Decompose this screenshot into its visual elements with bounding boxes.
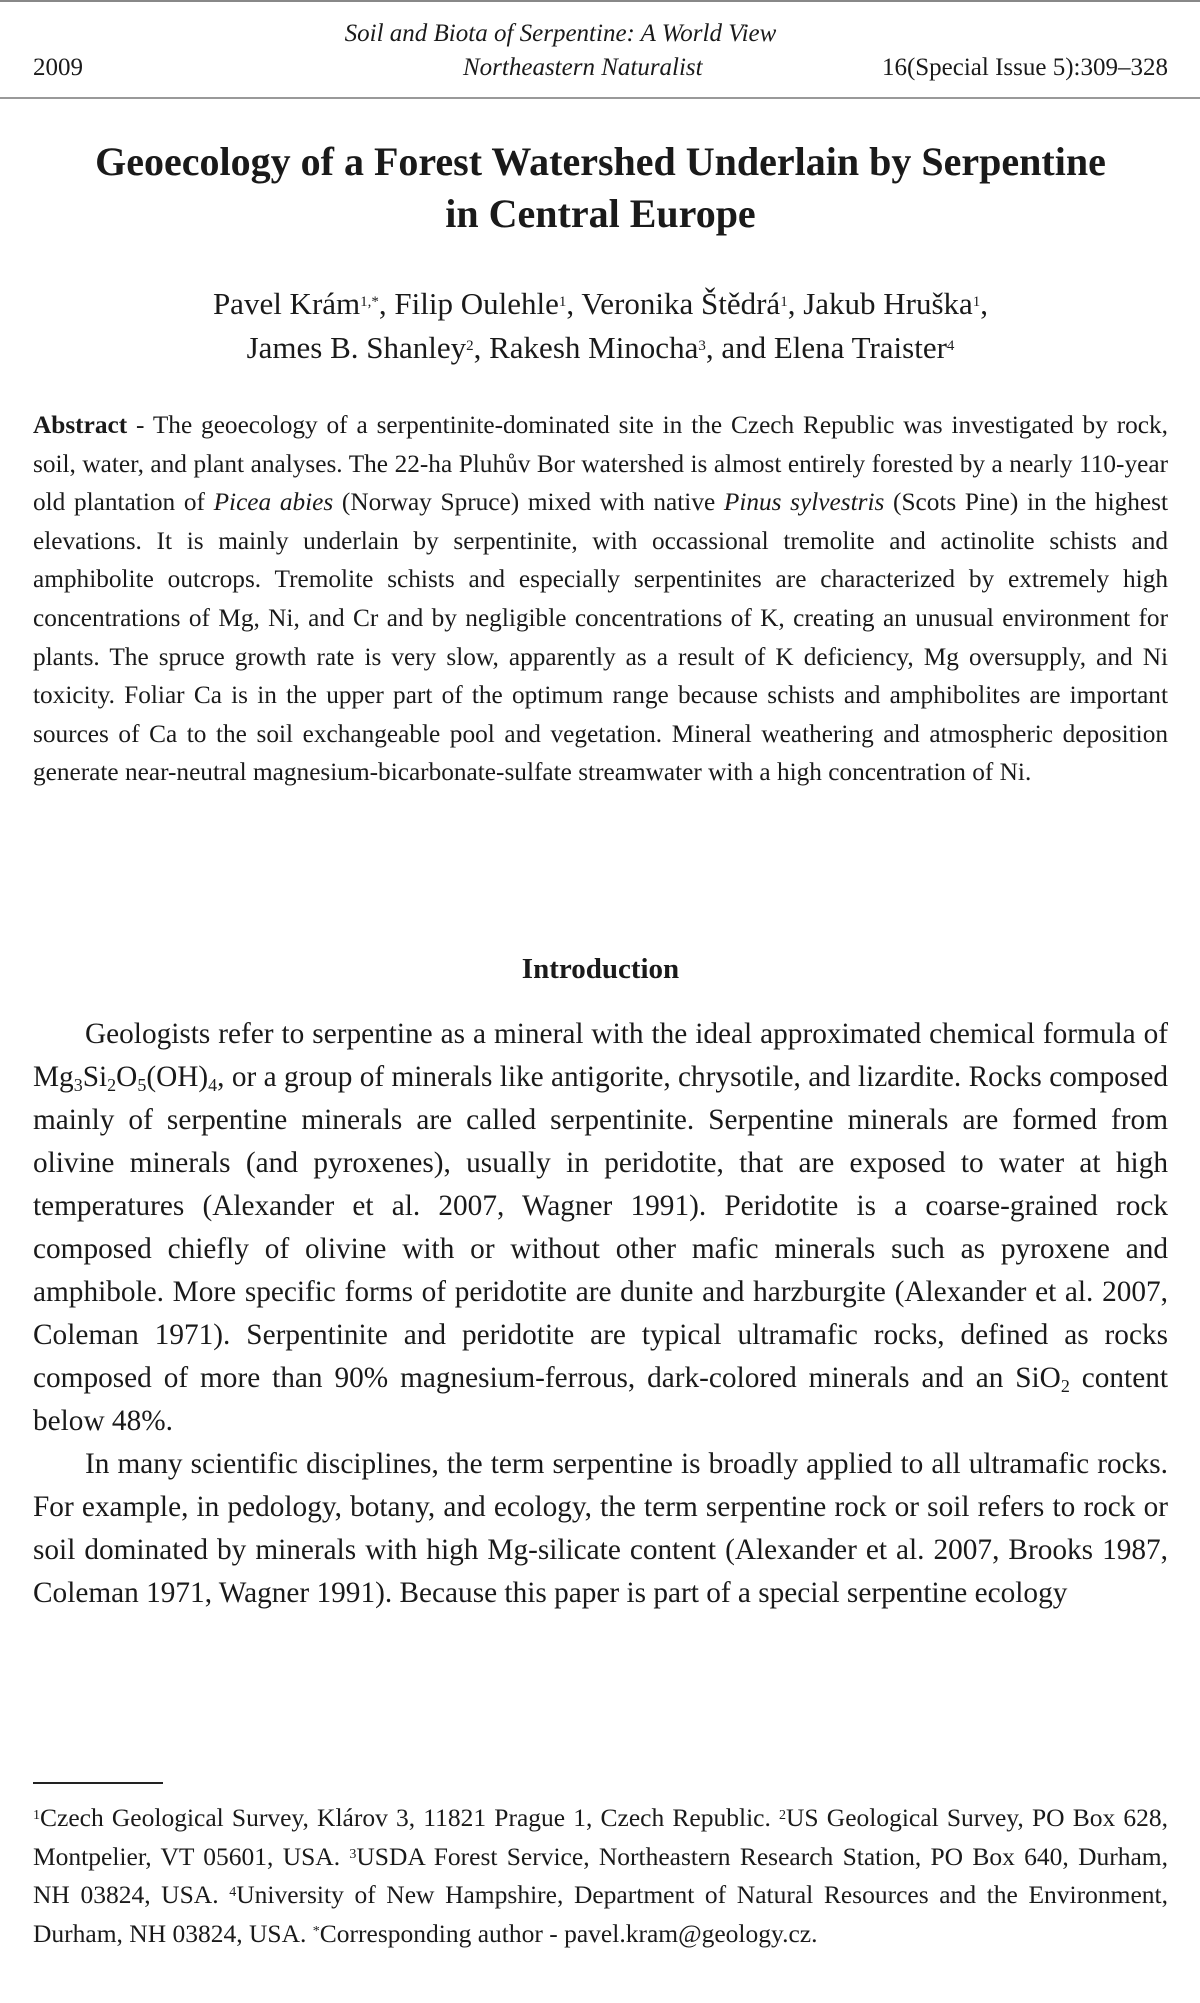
section-heading-introduction: Introduction (521, 953, 680, 985)
issue-pages: 16(Special Issue 5):309–328 (881, 54, 1168, 81)
author-line-1: Pavel Krám$^{1,*}$, Filip Oulehle$^1$, Veronika Štědrá$^1$, Jakub Hruška$^1$, (212, 286, 989, 321)
publication-year: 2009 (33, 54, 83, 81)
footnote: US Geological Survey, PO Box 628, Montpelier, VT 05601, USA. (33, 1803, 1168, 1871)
author: Elena Traister$^4$ (773, 330, 955, 365)
article-title (33, 136, 1168, 240)
author: James B. Shanley$^2$ (246, 330, 474, 365)
journal-name: Northeastern Naturalist (463, 54, 703, 81)
title-line-2: in Central Europe (445, 191, 756, 236)
header-rule (0, 97, 1200, 99)
footnote: Czech Geological Survey, Klárov 3, 11821 Prague 1, Czech Republic. (40, 1803, 780, 1832)
series-title: Soil and Biota of Serpentine: A World View (344, 20, 777, 47)
paragraph: Geologists refer to serpentine as a mineral with the ideal approximated chemical formula of $Mg_3Si_2O_5(OH)_4$, or a group of minerals like antigorite, chrysotile, and lizardite. Rocks composed mainly of serpentine minerals are called serpentinite. Serpentine minerals are formed from olivine minerals (and pyroxenes), usually in peridotite, that are exposed to water at high temperatures (Alexander et al. 2007, Wagner 1991). Peridotite is a coarse-grained rock composed chiefly of olivine with or without other mafic minerals such as pyroxene and amphibole. More specific forms of peridotite are dunite and harzburgite (Alexander et al. 2007, Coleman 1971). Serpentinite and peridotite are typical ultramafic rocks, defined as rocks composed of more than 90% magnesium-ferrous, dark-colored minerals and an SiO$_2$ content below 48%. (33, 1018, 1168, 1437)
paragraph: In many scientific disciplines, the term serpentine is broadly applied to all ultramafic rocks. For example, in pedology, botany, and ecology, the term serpentine rock or soil refers to rock or soil dominated by minerals with high Mg-silicate content (Alexander et al. 2007, Brooks 1987, Coleman 1971, Wagner 1991). Because this paper is part of a special serpentine ecology (33, 1448, 1168, 1609)
affiliation-mark: 1,* (360, 294, 379, 310)
affiliation-mark: 4 (946, 338, 955, 354)
affiliation-mark: 1 (780, 294, 788, 310)
author: Veronika Štědrá$^1$ (581, 286, 788, 321)
species-name: Picea abies (213, 488, 334, 517)
footnote-corresponding-author: Corresponding author - pavel.kram@geology.cz. (319, 1918, 818, 1948)
footnotes: $^1$Czech Geological Survey, Klárov 3, 11821 Prague 1, Czech Republic. $^2$US Geological Survey, PO Box 628, Montpelier, VT 05601, USA. $^3$USDA Forest Service, Northeastern Research Station, PO Box 640, Durham, NH 03824, USA. $^4$University of New Hampshire, Department of Natural Resources and the Environment, Durham, NH 03824, USA. *Corresponding author - pavel.kram@geology.cz. (33, 1803, 1168, 1948)
title-line-1: Geoecology of a Forest Watershed Underlain by Serpentine (95, 139, 1106, 184)
introduction-body (33, 1013, 1168, 1615)
abstract-label: Abstract (33, 411, 128, 439)
abstract: Abstract - The geoecology of a serpentinite-dominated site in the Czech Republic was investigated by rock, soil, water, and plant analyses. The 22-ha Pluhův Bor watershed is almost entirely forested by a nearly 110-year old plantation of Picea abies (Norway Spruce) mixed with native Pinus sylvestris (Scots Pine) in the highest elevations. It is mainly underlain by serpentinite, with occassional tremolite and actinolite schists and amphibolite outcrops. Tremolite schists and especially serpentinites are characterized by extremely high concentrations of Mg, Ni, and Cr and by negligible concentrations of K, creating an unusual environment for plants. The spruce growth rate is very slow, apparently as a result of K deficiency, Mg oversupply, and Ni toxicity. Foliar Ca is in the upper part of the optimum range because schists and amphibolites are important sources of Ca to the soil exchangeable pool and vegetation. Mineral weathering and atmospheric deposition generate near-neutral magnesium-bicarbonate-sulfate streamwater with a high concentration of Ni. (33, 411, 1169, 787)
author-line-2: James B. Shanley$^2$, Rakesh Minocha$^3$, and Elena Traister$^4$ (246, 330, 955, 365)
footnote-divider (33, 1782, 163, 1784)
author: Pavel Krám$^{1,*}$ (212, 286, 379, 321)
top-border (0, 0, 1200, 2)
author-list (33, 282, 1168, 370)
species-name: Pinus sylvestris (723, 488, 885, 517)
affiliation-mark: 2 (466, 338, 474, 354)
footnote: University of New Hampshire, Department of Natural Resources and the Environment, Durham, NH 03824, USA. (33, 1880, 1168, 1948)
author: Jakub Hruška$^1$ (803, 286, 981, 321)
affiliation-mark: 1 (972, 294, 981, 310)
affiliation-mark: 3 (698, 338, 706, 354)
author: Rakesh Minocha$^3$ (489, 330, 706, 365)
affiliation-mark: 1 (558, 294, 567, 310)
author: Filip Oulehle$^1$ (394, 286, 567, 321)
footnote: USDA Forest Service, Northeastern Research Station, PO Box 640, Durham, NH 03824, USA. (33, 1841, 1168, 1910)
